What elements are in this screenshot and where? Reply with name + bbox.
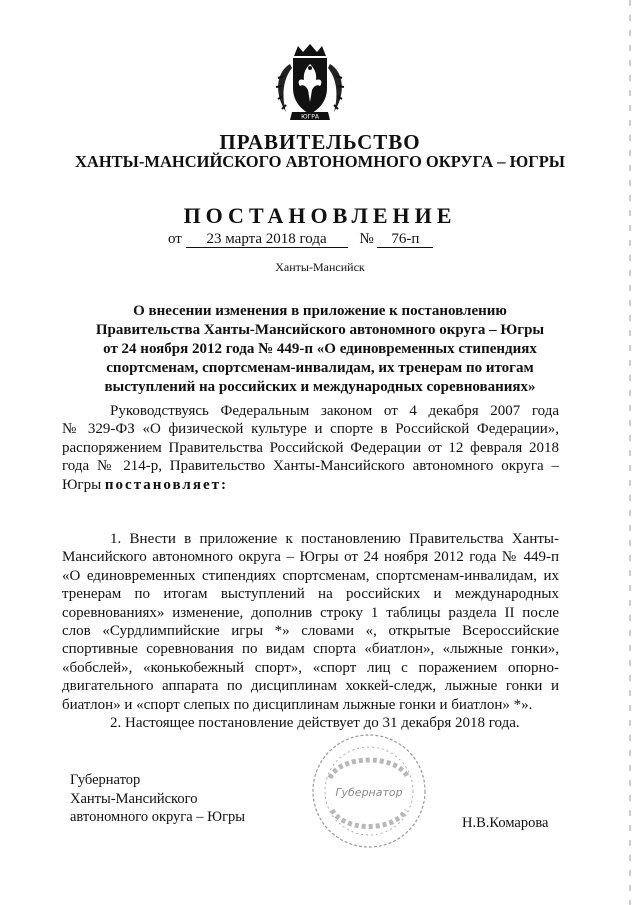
item-1-line: биатлон» и «спорт слепых по дисциплинам лыжные гонки и биатлон» *». xyxy=(62,696,533,713)
position-line: Ханты-Мансийского xyxy=(70,790,198,807)
item-1-line: 1. Внести в приложение к постановлению Правительства Ханты- xyxy=(110,531,559,547)
number-prefix: № xyxy=(359,231,374,247)
title-line: от 24 ноября 2012 года № 449-п «О единовременных стипендиях xyxy=(103,341,537,357)
item-1-line: двигательного аппарата по дисциплинам хоккей-следж, лыжные гонки и xyxy=(62,678,559,695)
signatory-position xyxy=(70,771,245,827)
date-number-line xyxy=(168,231,433,248)
item-1-line: Мансийского автономного округа – Югры от 24 ноября 2012 года № 449-п xyxy=(62,549,559,566)
city-name: Ханты-Мансийск xyxy=(275,260,365,274)
title-line: спортсменам, спортсменам-инвалидам, их тренерам по итогам xyxy=(106,360,534,376)
org-subtitle: ХАНТЫ-МАНСИЙСКОГО АВТОНОМНОГО ОКРУГА – ЮГРЫ xyxy=(75,152,565,171)
scan-edge-mark xyxy=(624,0,636,905)
title-line: О внесении изменения в приложение к постановлению xyxy=(133,303,507,319)
title-line: выступлений на российских и международных соревнованиях» xyxy=(104,379,536,395)
preamble-line: года № 214-р, Правительство Ханты-Мансийского автономного округа – xyxy=(62,458,559,475)
date-prefix: от xyxy=(168,231,182,247)
signatory-name: Н.В.Комарова xyxy=(462,815,549,831)
document-title xyxy=(60,302,580,397)
document-number: 76-п xyxy=(377,231,433,248)
item-1-line: «О единовременных стипендиях спортсменам, спортсменам-инвалидам, их xyxy=(62,567,559,584)
seal-stamp xyxy=(310,732,428,850)
position-line: Губернатор xyxy=(70,772,141,788)
preamble-line-start: Югры xyxy=(62,476,102,493)
position-line: автономного округа – Югры xyxy=(70,809,246,825)
document-type: ПОСТАНОВЛЕНИЕ xyxy=(183,203,457,228)
stamp-text: Губернатор xyxy=(335,786,403,799)
item-1-line: «бобслей», «конькобежный спорт», «спорт лиц с поражением опорно- xyxy=(62,659,559,676)
preamble-paragraph xyxy=(62,402,559,494)
document-date: 23 марта 2018 года xyxy=(186,231,348,248)
item-2-paragraph: 2. Настоящее постановление действует до 31 декабря 2018 года. xyxy=(110,715,520,732)
preamble-last-line xyxy=(62,476,559,494)
item-1-line: слов «Сурдлимпийские игры *» словами «, открытые Всероссийские xyxy=(62,623,559,640)
preamble-line: Руководствуясь Федеральным законом от 4 декабря 2007 года xyxy=(110,403,559,419)
title-line: Правительства Ханты-Мансийского автономного округа – Югры xyxy=(95,322,545,338)
item-1-line: соревнованиях» изменение, дополнив строку 1 таблицы раздела II после xyxy=(62,604,559,621)
preamble-line: распоряжением Правительства Российской Федерации от 12 февраля 2018 xyxy=(62,439,559,456)
coat-of-arms-emblem xyxy=(272,42,348,122)
item-1-paragraph xyxy=(62,530,559,732)
item-1-line: тренерам по итогам выступлений на российских и международных xyxy=(62,586,559,603)
item-1-line: спортивные соревнования по видам спорта «биатлон», «лыжные гонки», xyxy=(62,641,559,658)
org-title: ПРАВИТЕЛЬСТВО xyxy=(219,130,421,154)
emblem-text: ЮГРА xyxy=(301,113,319,121)
decree-word: постановляет: xyxy=(104,476,228,493)
preamble-line: № 329-ФЗ «О физической культуре и спорте в Российской Федерации», xyxy=(62,421,559,438)
